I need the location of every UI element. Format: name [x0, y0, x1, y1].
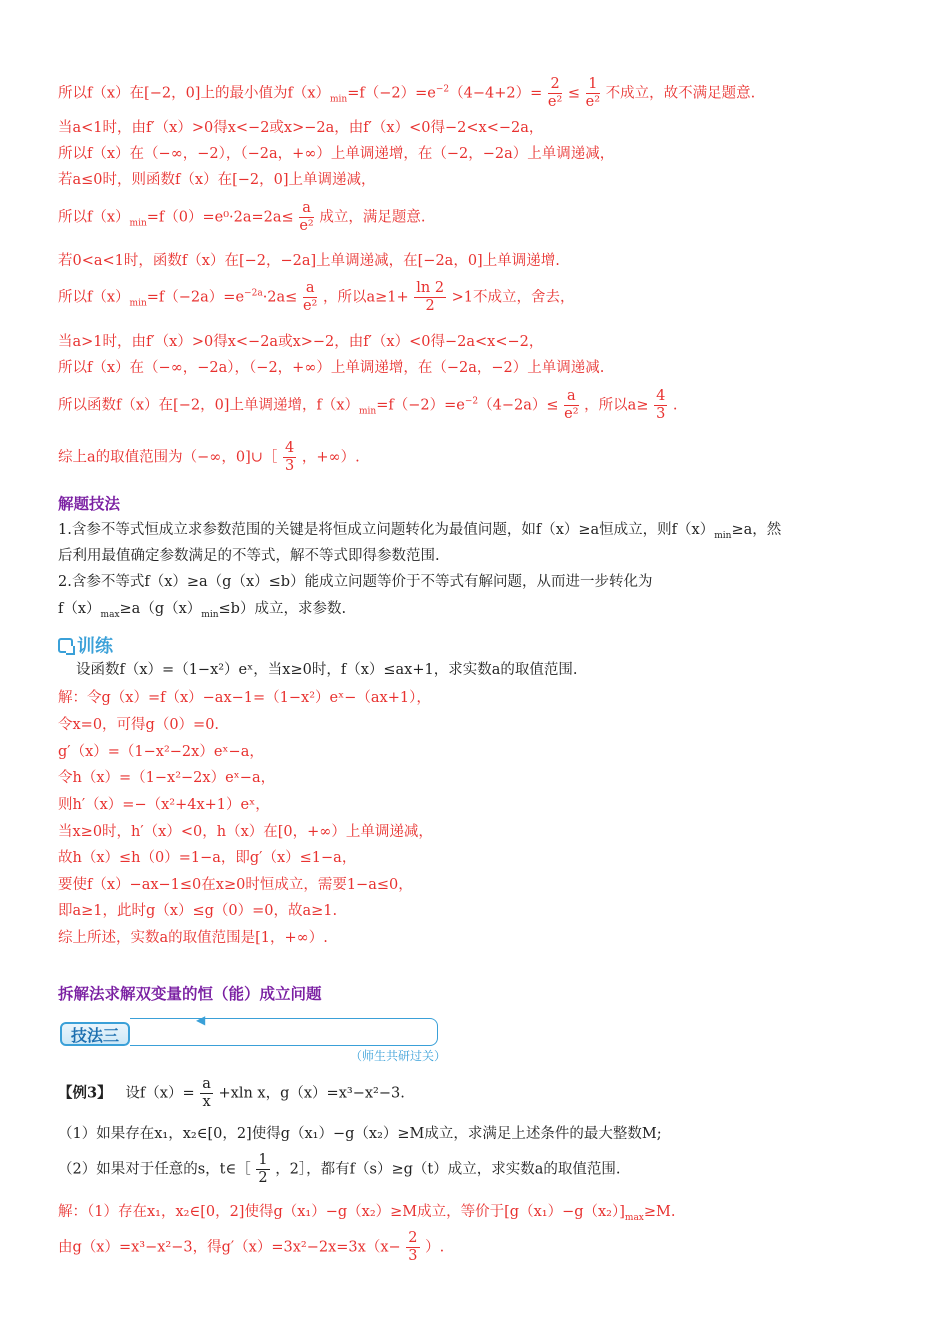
method-line: 1.含参不等式恒成立求参数范围的关键是将恒成立问题转化为最值问题，如f（x）≥a恒成立，则$f(x)_{min}\ge a$，然 [58, 522, 782, 541]
training-solution-line: 解：令g（x）=f（x）−ax−1=（1−x²）eˣ−（ax+1）， [58, 690, 431, 706]
fraction: $\frac{1}{\text{e²}}$ [585, 76, 601, 110]
training-solution-line: 故h（x）≤h（0）=1−a，即g′（x）≤1−a， [58, 850, 357, 866]
solution-line: 所以f（x）在[−2，0]上的最小值为$f(x)_{min}=f(-2)=e^{-2}(4-4+2)=$ $\frac{2}{\text{e²}}$ ≤ $\frac{1}{\text{e²}}$ 不成立，故不满足题意. [58, 76, 756, 110]
training-solution-line: 则h′（x）=−（x²+4x+1）eˣ， [58, 797, 270, 813]
training-solution-line: 要使f（x）−ax−1≤0在x≥0时恒成立，需要1−a≤0， [58, 877, 413, 893]
solution-line: 综上a的取值范围为（−∞，0]∪［ $\frac{4}{3}$ ，+∞）. [58, 440, 360, 474]
banner-frame [130, 1018, 438, 1046]
solution-line: 若0<a<1时，函数f（x）在[−2，−2a]上单调递减，在[−2a，0]上单调递增. [58, 253, 560, 269]
section-heading: 拆解法求解双变量的恒（能）成立问题 [58, 985, 322, 1003]
method-line: $f(x)_{max}\ge a(g(x)_{min}\le b)$成立，求参数. [58, 601, 347, 620]
solution-line: 所以$f(x)_{min}=f(-2a)=e^{-2a}\cdot 2a\le$ $\frac{a}{\text{e²}}$ ，所以a≥1+ $\frac{\ln 2}{2}$ >1不成立，舍去， [58, 280, 575, 314]
solution-line: 当a<1时，由f′（x）>0得x<−2或x>−2a，由f′（x）<0得−2<x<−2a， [58, 120, 544, 136]
example-line: 【例3】 设f（x）= $\frac{a}{x}$ +xln x，g（x）=x³−x²−3. [58, 1076, 405, 1110]
training-question: 设函数f（x）=（1−x²）eˣ，当x≥0时，f（x）≤ax+1，求实数a的取值范围. [76, 662, 578, 678]
example-line: （1）如果存在x₁，x₂∈[0，2]使得g（x₁）−g（x₂）≥M成立，求满足上述条件的最大整数M; [58, 1126, 662, 1142]
training-solution-line: 综上所述，实数a的取值范围是[1，+∞）. [58, 930, 328, 946]
method-heading: 解题技法 [58, 495, 121, 513]
example-solution-line: 由g（x）=x³−x²−3，得g′（x）=3x²−2x=3x（x− $\frac{2}{3}$ ）. [58, 1230, 445, 1264]
training-solution-line: g′（x）=（1−x²−2x）eˣ−a， [58, 744, 264, 760]
fraction: $\frac{4}{3}$ [656, 388, 666, 422]
solution-line: 所以$f(x)_{min}=f(0)=e^0\cdot 2a=2a\le$ $\frac{a}{\text{e²}}$ 成立，满足题意. [58, 200, 426, 234]
technique-badge: 技法三 [60, 1022, 130, 1046]
fraction: $\frac{a}{\text{e²}}$ [564, 388, 579, 422]
fraction: $\frac{\ln 2}{2}$ [416, 280, 445, 314]
method-line: 后利用最值确定参数满足的不等式，解不等式即得参数范围. [58, 548, 440, 564]
fraction: $\frac{a}{x}$ [202, 1076, 211, 1110]
method-line: 2.含参不等式f（x）≥a（g（x）≤b）能成立问题等价于不等式有解问题，从而进一步转化为 [58, 574, 653, 590]
fraction: $\frac{a}{\text{e²}}$ [302, 280, 318, 314]
arrow-left-icon: ◀ [196, 1013, 206, 1027]
fraction: $\frac{2}{\text{e²}}$ [547, 76, 563, 110]
fraction: $\frac{4}{3}$ [285, 440, 295, 474]
solution-line: 若a≤0时，则函数f（x）在[−2，0]上单调递减， [58, 172, 376, 188]
fraction: $\frac{1}{2}$ [258, 1152, 268, 1186]
example-solution-line: 解：（1）存在x₁，x₂∈[0，2]使得g（x₁）−g（x₂）≥M成立，等价于$[g(x_1)-g(x_2)]_{max}\ge M$. [58, 1204, 676, 1223]
solution-line: 所以函数f（x）在[−2，0]上单调递增，$f(x)_{min}=f(-2)=e^{-2}(4-2a)\le$ $\frac{a}{\text{e²}}$ ，所以a≥ $\frac{4}{3}$ . [58, 388, 678, 422]
badge-note: （师生共研过关） [350, 1049, 447, 1063]
solution-line: 当a>1时，由f′（x）>0得x<−2a或x>−2，由f′（x）<0得−2a<x<−2， [58, 334, 544, 350]
fraction: $\frac{2}{3}$ [408, 1230, 418, 1264]
solution-line: 所以f（x）在（−∞，−2），（−2a，+∞）上单调递增，在（−2，−2a）上单调递减， [58, 146, 615, 162]
training-solution-line: 即a≥1，此时g（x）≤g（0）=0，故a≥1. [58, 903, 338, 919]
training-solution-line: 令h（x）=（1−x²−2x）eˣ−a， [58, 770, 276, 786]
fraction: $\frac{a}{\text{e²}}$ [299, 200, 314, 234]
training-solution-line: 当x≥0时，h′（x）<0，h（x）在[0，+∞）上单调递减， [58, 824, 433, 840]
example-line: （2）如果对于任意的s，t∈［ $\frac{1}{2}$ ，2］，都有f（s）≥g（t）成立，求实数a的取值范围. [58, 1152, 621, 1186]
training-solution-line: 令x=0，可得g（0）=0. [58, 717, 220, 733]
solution-line: 所以f（x）在（−∞，−2a），（−2，+∞）上单调递增，在（−2a，−2）上单调递减. [58, 360, 605, 376]
training-icon [58, 638, 73, 653]
training-heading: 训练 [58, 632, 113, 658]
